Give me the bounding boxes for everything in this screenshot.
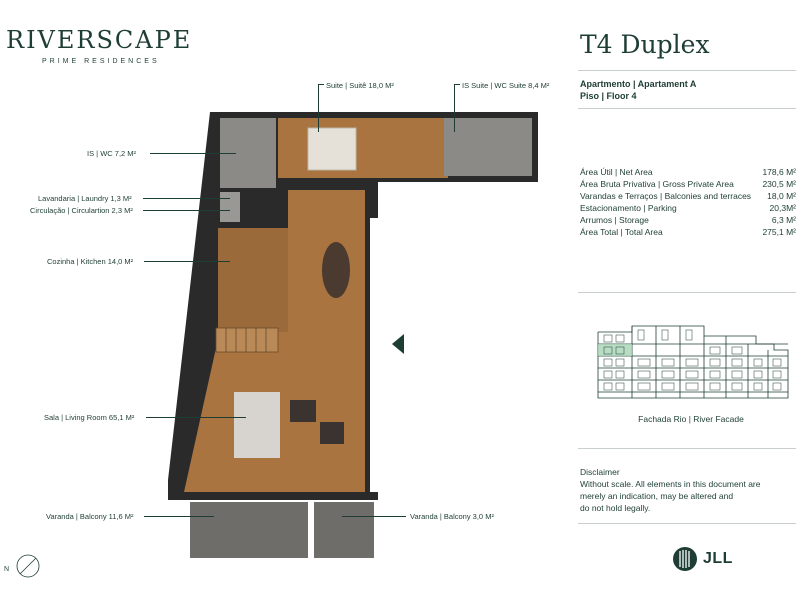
area-row xyxy=(580,227,796,237)
area-value: 20,3M² xyxy=(769,203,796,213)
area-value: 178,6 M² xyxy=(762,167,796,177)
disclaimer-line: merely an indication, may be altered and xyxy=(580,491,734,501)
suite-floor xyxy=(278,118,448,178)
area-row xyxy=(580,191,796,201)
leader-line xyxy=(318,84,324,85)
area-row xyxy=(580,215,796,225)
label-kitchen: Cozinha | Kitchen 14,0 M² xyxy=(47,257,134,266)
north-compass-icon xyxy=(14,552,42,580)
coffee-table xyxy=(290,400,316,422)
area-value: 6,3 M² xyxy=(771,215,796,225)
sofa xyxy=(234,392,280,458)
leader-line xyxy=(144,516,214,517)
unit-title: T4 Duplex xyxy=(580,30,710,59)
leader-line xyxy=(454,84,460,85)
area-row xyxy=(580,167,796,177)
leader-line xyxy=(146,417,246,418)
entrance-arrow-icon xyxy=(392,334,404,354)
leader-line xyxy=(150,153,236,154)
wc-suite-floor xyxy=(444,118,532,176)
divider xyxy=(578,292,796,293)
area-label: Varandas e Terraços | Balconies and terraces xyxy=(580,191,752,201)
area-label: Área Bruta Privativa | Gross Private Area xyxy=(580,179,734,189)
leader-line xyxy=(318,84,319,132)
leader-line xyxy=(454,84,455,132)
laundry-floor xyxy=(220,192,240,222)
leader-line xyxy=(143,210,230,211)
area-label: Área Útil | Net Area xyxy=(580,167,653,177)
facade-highlight xyxy=(598,344,632,356)
label-balcony-left: Varanda | Balcony 11,6 M² xyxy=(46,512,134,521)
label-wc: IS | WC 7,2 M² xyxy=(87,149,137,158)
divider xyxy=(578,108,796,109)
apartment-label: Apartmento | Apartament A xyxy=(580,79,697,89)
disclaimer-title: Disclaimer xyxy=(580,467,620,477)
label-circulation: Circulação | Circulartion 2,3 M² xyxy=(30,206,133,215)
leader-line xyxy=(143,198,230,199)
label-suite: Suite | Suitê 18,0 M² xyxy=(326,81,394,90)
leader-line xyxy=(144,261,230,262)
north-label: N xyxy=(4,566,10,573)
divider xyxy=(578,70,796,71)
jll-logo-icon xyxy=(672,546,698,572)
side-table xyxy=(320,422,344,444)
area-label: Área Total | Total Area xyxy=(580,227,663,237)
disclaimer-line: Without scale. All elements in this document are xyxy=(580,479,761,489)
divider xyxy=(578,523,796,524)
kitchen-floor xyxy=(218,228,288,332)
balcony-left xyxy=(190,502,308,558)
label-balcony-right: Varanda | Balcony 3,0 M² xyxy=(410,512,494,521)
area-row xyxy=(580,203,796,213)
brand-title: RIVERSCAPE xyxy=(6,26,193,54)
area-row xyxy=(580,179,796,189)
staircase xyxy=(216,328,278,352)
dining-table xyxy=(322,242,350,298)
area-value: 275,1 M² xyxy=(762,227,796,237)
facade-caption: Fachada Rio | River Facade xyxy=(638,414,744,424)
facade-drawing xyxy=(596,322,790,400)
area-label: Arrumos | Storage xyxy=(580,215,649,225)
label-living-room: Sala | Living Room 65,1 M² xyxy=(44,413,135,422)
area-value: 230,5 M² xyxy=(762,179,796,189)
label-wc-suite: IS Suite | WC Suite 8,4 M² xyxy=(462,81,550,90)
area-value: 18,0 M² xyxy=(767,191,796,201)
area-label: Estacionamento | Parking xyxy=(580,203,677,213)
leader-line xyxy=(342,516,406,517)
balcony-right xyxy=(314,502,374,558)
brand-tagline: PRIME RESIDENCES xyxy=(42,58,160,65)
floor-label: Piso | Floor 4 xyxy=(580,91,637,101)
jll-wordmark: JLL xyxy=(703,550,733,567)
disclaimer-line: do not hold legally. xyxy=(580,503,651,513)
label-laundry: Lavandaria | Laundry 1,3 M² xyxy=(38,194,132,203)
bed xyxy=(308,128,356,170)
floor-plan xyxy=(160,100,550,570)
divider xyxy=(578,448,796,449)
